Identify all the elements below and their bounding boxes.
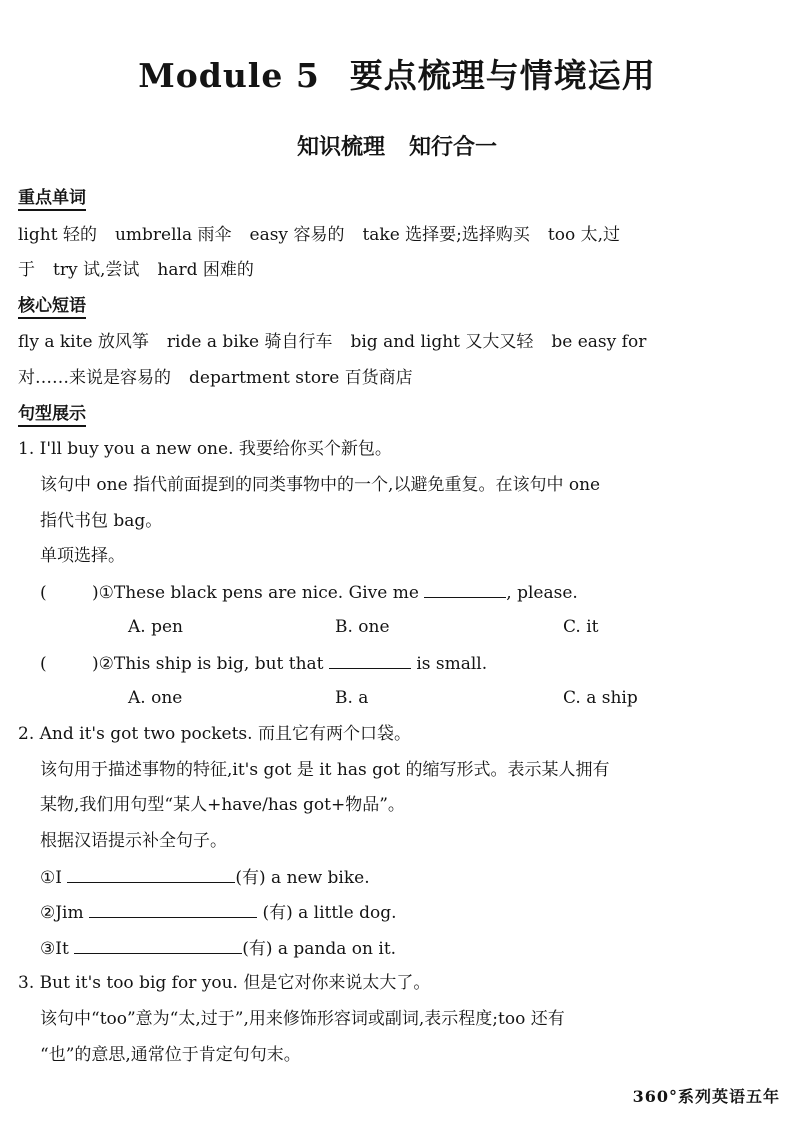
- fill-1-suffix: a new bike.: [271, 868, 370, 888]
- phrases-heading-row: [18, 295, 86, 317]
- fill-2-prefix: ②Jim: [40, 903, 84, 923]
- item1-sentence: 1. I'll buy you a new one. 我要给你买个新包。: [18, 439, 392, 459]
- phrase-item: fly a kite 放风筝: [18, 332, 149, 352]
- subtitle-right: 知行合一: [409, 134, 498, 160]
- fill-1-prefix: ①I: [40, 868, 62, 888]
- question-2-text: )②This ship is big, but that: [92, 654, 324, 674]
- page-title: [0, 50, 794, 97]
- section-subtitle: [0, 130, 794, 161]
- choice-a[interactable]: A. pen: [128, 617, 183, 637]
- item3-sentence: 3. But it's too big for you. 但是它对你来说太大了。: [18, 973, 431, 993]
- choice-c[interactable]: C. a ship: [563, 688, 638, 708]
- question-1-text: )①These black pens are nice. Give me: [92, 583, 419, 603]
- word-item: take 选择要;选择购买: [362, 225, 530, 245]
- item2-sentence: 2. And it's got two pockets. 而且它有两个口袋。: [18, 724, 411, 744]
- phrase-item: be easy for: [551, 332, 647, 352]
- answer-bracket: (: [40, 654, 47, 674]
- fill-3-suffix: a panda on it.: [277, 939, 397, 959]
- word-item: too 太,过: [547, 225, 621, 245]
- fill-3-blank[interactable]: [74, 937, 242, 954]
- choice-b[interactable]: B. a: [335, 688, 369, 708]
- words-line-1: [18, 224, 620, 246]
- phrase-item: department store 百货商店: [189, 368, 413, 388]
- phrase-item: ride a bike 骑自行车: [166, 332, 333, 352]
- fill-1-hint: (有): [235, 868, 266, 888]
- fill-1-blank[interactable]: [67, 866, 235, 883]
- choice-b[interactable]: B. one: [335, 617, 390, 637]
- phrases-line-2: [18, 367, 413, 389]
- question-2-tail: is small.: [416, 654, 488, 674]
- question-1: [40, 581, 578, 604]
- phrase-item: 对……来说是容易的: [18, 368, 171, 388]
- answer-blank[interactable]: [329, 652, 411, 669]
- word-item: try 试,尝试: [53, 260, 140, 280]
- fill-2: [40, 901, 397, 924]
- item2-note-1: 该句用于描述事物的特征,it's got 是 it has got 的缩写形式。表示某人拥有: [40, 760, 610, 780]
- answer-blank[interactable]: [424, 581, 506, 598]
- sentences-heading-row: [18, 403, 86, 425]
- word-item: hard 困难的: [157, 260, 254, 280]
- fill-3-prefix: ③It: [40, 939, 69, 959]
- answer-bracket: (: [40, 583, 47, 603]
- question-2: [40, 652, 487, 675]
- choice-c[interactable]: C. it: [563, 617, 599, 637]
- subtitle-left: 知识梳理: [296, 134, 385, 160]
- phrases-line-1: [18, 331, 646, 353]
- word-item: umbrella 雨伞: [114, 225, 232, 245]
- phrase-item: big and light 又大又轻: [350, 332, 534, 352]
- topic-label: 要点梳理与情境运用: [349, 56, 656, 95]
- fill-2-suffix: a little dog.: [298, 903, 397, 923]
- fill-2-blank[interactable]: [89, 901, 257, 918]
- phrases-heading: 核心短语: [18, 296, 86, 319]
- fill-1: [40, 866, 370, 889]
- word-item: light 轻的: [18, 225, 97, 245]
- item3-note-1: 该句中“too”意为“太,过于”,用来修饰形容词或副词,表示程度;too 还有: [40, 1009, 565, 1029]
- question-1-tail: , please.: [506, 583, 578, 603]
- item3-note-2: “也”的意思,通常位于肯定句句末。: [40, 1045, 301, 1065]
- module-label: Module 5: [138, 56, 320, 95]
- word-item: 于: [18, 260, 35, 280]
- fill-3: [40, 937, 396, 960]
- word-item: easy 容易的: [249, 225, 345, 245]
- footer-series-label: 360°系列英语五年: [632, 1087, 780, 1106]
- fill-2-hint: (有): [262, 903, 293, 923]
- words-heading-row: [18, 187, 86, 209]
- words-heading: 重点单词: [18, 188, 86, 211]
- item1-note-2: 指代书包 bag。: [40, 511, 163, 531]
- item1-note-1: 该句中 one 指代前面提到的同类事物中的一个,以避免重复。在该句中 one: [40, 475, 601, 495]
- choice-a[interactable]: A. one: [128, 688, 183, 708]
- words-line-2: [18, 259, 254, 281]
- item2-note-2: 某物,我们用句型“某人+have/has got+物品”。: [40, 795, 405, 815]
- item2-task: 根据汉语提示补全句子。: [40, 831, 227, 851]
- item1-task: 单项选择。: [40, 546, 125, 566]
- sentences-heading: 句型展示: [18, 404, 86, 427]
- fill-3-hint: (有): [242, 939, 273, 959]
